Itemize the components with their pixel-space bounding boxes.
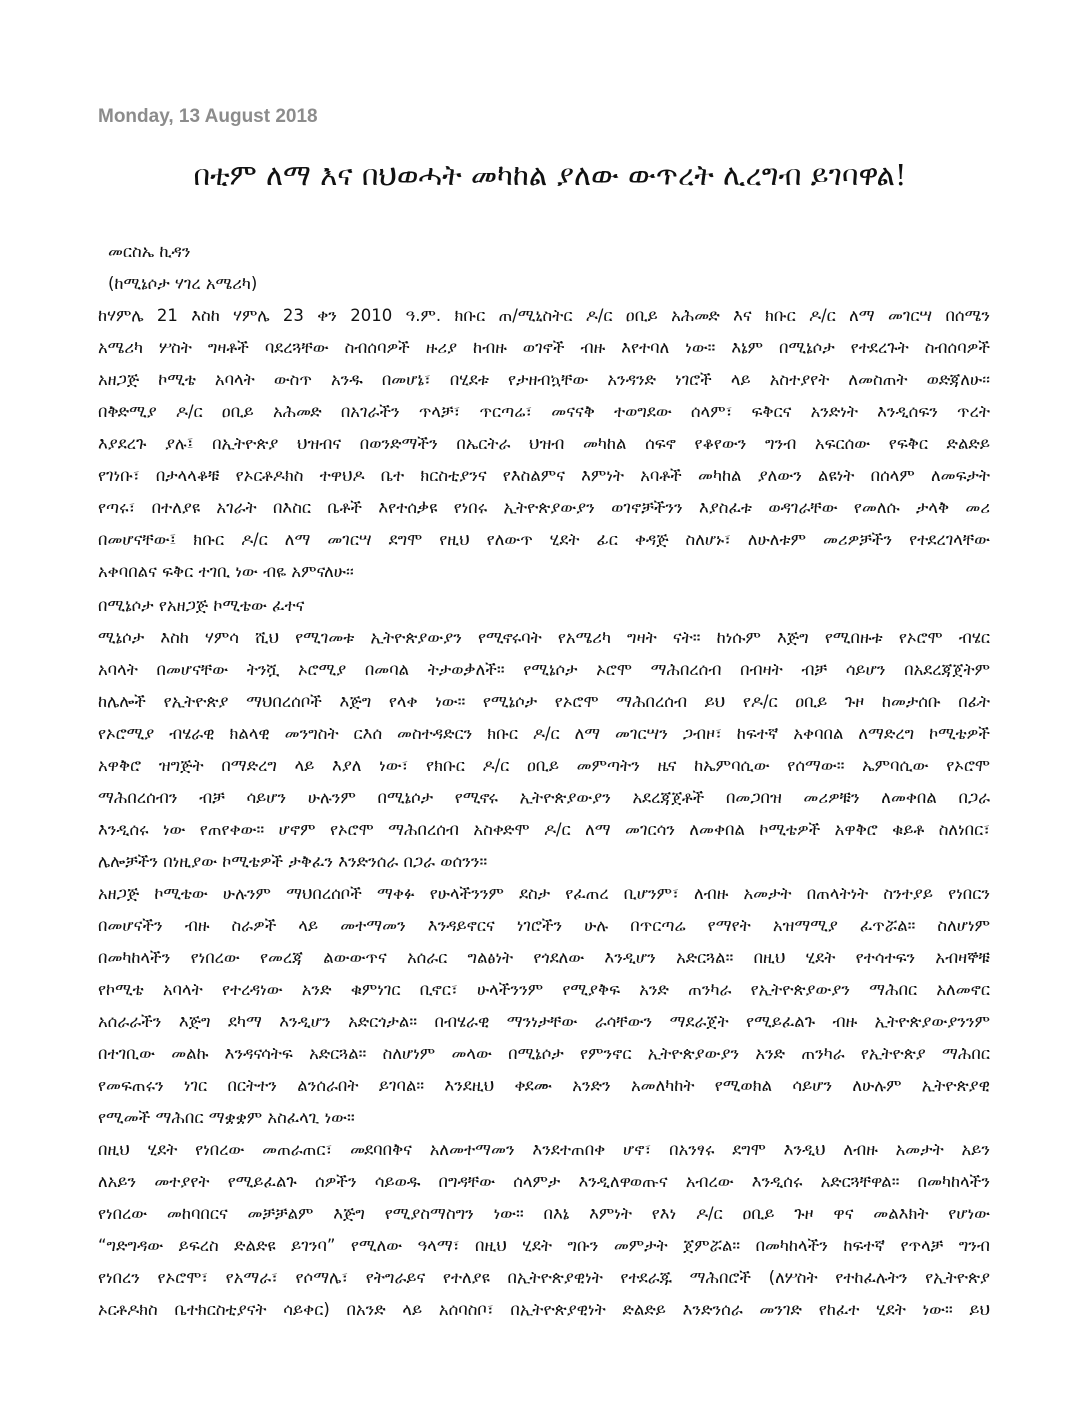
text-line: በተገቢው መልኩ እንዳናሳትፍ አድርጓል። ስለሆነም መላው በሚኔሶታ የምንኖር ኢትዮጵያውያን አንድ ጠንካራ የኢትዮጵያ ማሕበር [98,1044,990,1063]
text-line: ማሕበረሰብን ብቻ ሳይሆን ሁሉንም በሚኔሶታ የሚኖሩ ኢትዮጵያውያን አደረጃጀቶች በመጋበዝ መሪዎቹን ለመቀበል በጋራ [98,788,990,807]
section-heading: በሚኔሶታ የአዘጋጅ ኮሚቴው ፈተና [98,596,305,615]
text-line: ከሌሎች የኢትዮጵያ ማህበረሰቦች እጅግ የላቀ ነው። የሚኔሶታ የኦሮሞ ማሕበረሰብ ይህ የዶ/ር ዐቢይ ጉዞ ከመታሰቡ በፊት [98,692,990,711]
post-date: Monday, 13 August 2018 [98,106,318,127]
text-line: በመሆናቸው፤ ክቡር ዶ/ር ለማ መገርሣ ደግሞ የዚህ የለውጥ ሂደት ፊር ቀዳጅ ስለሆኑ፣ ለሁለቱም መሪዎቻችን የተደረገላቸው [98,530,990,549]
text-line: ሌሎቻችን በነዚያው ኮሚቴዎች ታቅፈን እንድንሰራ በጋራ ወሰንን። [98,852,488,871]
text-line: ለአይን መተያየት የሚይፈልጉ ሰዎችን ሳይወዱ በግዳቸው ሰላምታ እንዲለዋወጡና አብረው እንዲሰሩ አድርጓቸዋል። በመካከላችን [98,1172,990,1191]
author-location: (ከሚኔሶታ ሃገረ አሜሪካ) [108,274,258,293]
text-line: የነበረው መከባበርና መቻቻልም እጅግ የሚያስማስግን ነው። በእኔ እምነት የእነ ዶ/ር ዐቢይ ጉዞ ዋና መልእክት የሆነው [98,1204,990,1223]
text-line: አሰራራችን እጅግ ደካማ እንዲሆን አድርጎታል። በብሄራዊ ማንነታቸው ራሳቸውን ማደራጀት የሚይፈልጉ ብዙ ኢትዮጵያውያንንም [98,1012,990,1031]
text-line: አባላት በመሆናቸው ትንሿ ኦሮሚያ በመባል ትታወቃለች። የሚኔሶታ ኦሮሞ ማሕበረሰብ በብዛት ብቻ ሳይሆን በአደረጃጀትም [98,660,990,679]
text-line: እንዲሰሩ ነው የጠየቀው። ሆኖም የኦሮሞ ማሕበረሰብ አስቀድሞ ዶ/ር ለማ መገርሳን ለመቀበል ኮሚቴዎች አዋቅሮ ቁይቶ ስለነበር፣ [98,820,990,839]
text-line: በመካከላችን የነበረው የመረጃ ልውውጥና አሰራር ግልፅነት የጎደለው እንዲሆን አድርጓል። በዚህ ሂደት የተሳተፍን አብዛኞቹ [98,948,990,967]
text-line: የኮሚቴ አባላት የተረዳነው አንድ ቁምነገር ቢኖር፣ ሁላችንንም የሚያቅፍ አንድ ጠንካራ የኢትዮጵያውያን ማሕበር አለመኖር [98,980,990,999]
paragraph-process [98,1134,990,1326]
text-line: የገነቡ፣ በታላላቆቹ የኦርቶዶክስ ተዋህዶ ቤተ ክርስቲያንና የእስልምና እምነት አባቶች መካከል ያለውን ልዩነት በሰላም ለመፍታት [98,466,990,485]
text-line: አዋቅሮ ዝግጅት በማድረግ ላይ እያለ ነው፣ የክቡር ዶ/ር ዐቢይ መምጣትን ዜና ከኤምባሲው የሰማው። ኤምባሲው የኦሮሞ [98,756,990,775]
text-line: በመሆናችን ብዙ ስራዎች ላይ መተማመን እንዳይኖርና ነገሮችን ሁሉ በጥርጣሬ የማየት አዝማሚያ ፈጥሯል። ስለሆነም [98,916,990,935]
text-line: አሜሪካ ሦስት ግዛቶች ባደረጓቸው ስብሰባዎች ዙሪያ ከብዙ ወገኖች ብዙ እየተባለ ነው። እኔም በሚኔሶታ የተደረጉት ስብሰባዎች [98,338,990,357]
article-title: በቲም ለማ እና በህወሓት መካከል ያለው ውጥረት ሊረግብ ይገባዋል! [193,158,907,192]
text-line: የኦሮሚያ ብሄራዊ ክልላዊ መንግስት ርእሰ መስተዳድርን ክቡር ዶ/ር ለማ መገርሣን ጋብዞ፣ ከፍተኛ አቀባበል ለማድረግ ኮሚቴዎች [98,724,990,743]
paragraph-minnesota [98,622,990,878]
text-line: “ግድግዳው ይፍረስ ድልድዩ ይገንባ” የሚለው ዓላማ፣ በዚህ ሂደት ግቡን መምታት ጀምሯል። በመካከላችን ከፍተኛ የጥላቻ ግንብ [98,1236,990,1255]
text-line: በዚህ ሂደት የነበረው መጠራጠር፣ መደባበቅና አለመተማመን እንደተጠበቀ ሆኖ፣ በአንፃሩ ደግሞ እንዲህ ለብዙ አመታት አይን [98,1140,990,1159]
text-line: አዘጋጅ ኮሚቴው ሁሉንም ማህበረሰቦች ማቀፉ የሁላችንንም ደስታ የፈጠረ ቢሆንም፣ ለብዙ አመታት በጠላትነት ስንተያይ የነበርን [98,884,990,903]
text-line: በቅድሚያ ዶ/ር ዐቢይ አሕመድ በአገራችን ጥላቻ፣ ጥርጣሬ፣ መናናቅ ተወግደው ሰላም፣ ፍቅርና አንድነት እንዲሰፍን ጥረት [98,402,990,421]
byline [108,236,257,300]
author-name: መርስኤ ኪዳን [108,242,191,261]
text-line: ሚኔሶታ እስከ ሃምሳ ሺህ የሚገመቱ ኢትዮጵያውያን የሚኖሩባት የአሜሪካ ግዛት ናት። ከነሱም እጅግ የሚበዙቱ የኦሮሞ ብሄር [98,628,990,647]
text-line: አቀባበልና ፍቅር ተገቢ ነው ብዬ አምናለሁ፡፡ [98,562,354,581]
text-line: አዘጋጅ ኮሚቴ አባላት ውስጥ አንዱ በመሆኔ፣ በሂደቱ የታዘብኳቸው አንዳንድ ነገሮች ላይ አስተያየት ለመስጠት ወድጃለሁ፡፡ [98,370,990,389]
text-line: የጣሩ፣ በተለያዩ አገራት በእስር ቤቶች እየተሰቃዩ የነበሩ ኢትዮጵያውያን ወገኖቻችንን እያስፈቱ ወዳገራቸው የመለሱ ታላቅ መሪ [98,498,990,517]
text-line: የሚመች ማሕበር ማቋቋም አስፈላጊ ነው። [98,1108,355,1127]
paragraph-intro [98,300,990,588]
text-line: የነበረን የኦሮሞ፣ የአማራ፣ የሶማሌ፣ የትግራይና የተለያዩ በኢትዮጵያዊነት የተደራጁ ማሕበሮች (ለሦስት የተከፈሉትን የኢትዮጵያ [98,1268,990,1287]
text-line: ኦርቶዶክስ ቤተክርስቲያናት ሳይቀር) በአንድ ላይ አሰባስቦ፣ በኢትዮጵያዊነት ድልድይ እንድንሰራ መንገድ የከፈተ ሂደት ነው። ይህ [98,1300,990,1319]
text-line: ከሃምሌ 21 እስከ ሃምሌ 23 ቀን 2010 ዓ.ም. ክቡር ጠ/ሚኒስትር ዶ/ር ዐቢይ አሕመድ እና ክቡር ዶ/ር ለማ መገርሣ በሰሜን [98,306,990,325]
text-line: እያደረጉ ያሉ፤ በኢትዮጵያ ህዝብና በወንድማችን በኤርትራ ህዝብ መካከል ሰፍኖ የቆየውን ግንብ አፍርሰው የፍቅር ድልድይ [98,434,990,453]
paragraph-committee [98,878,990,1134]
text-line: የመፍጠሩን ነገር በርትተን ልንሰራበት ይገባል። እንደዚህ ቀደሙ አንድን አመለካከት የሚወክል ሳይሆን ለሁሉም ኢትዮጵያዊ [98,1076,990,1095]
